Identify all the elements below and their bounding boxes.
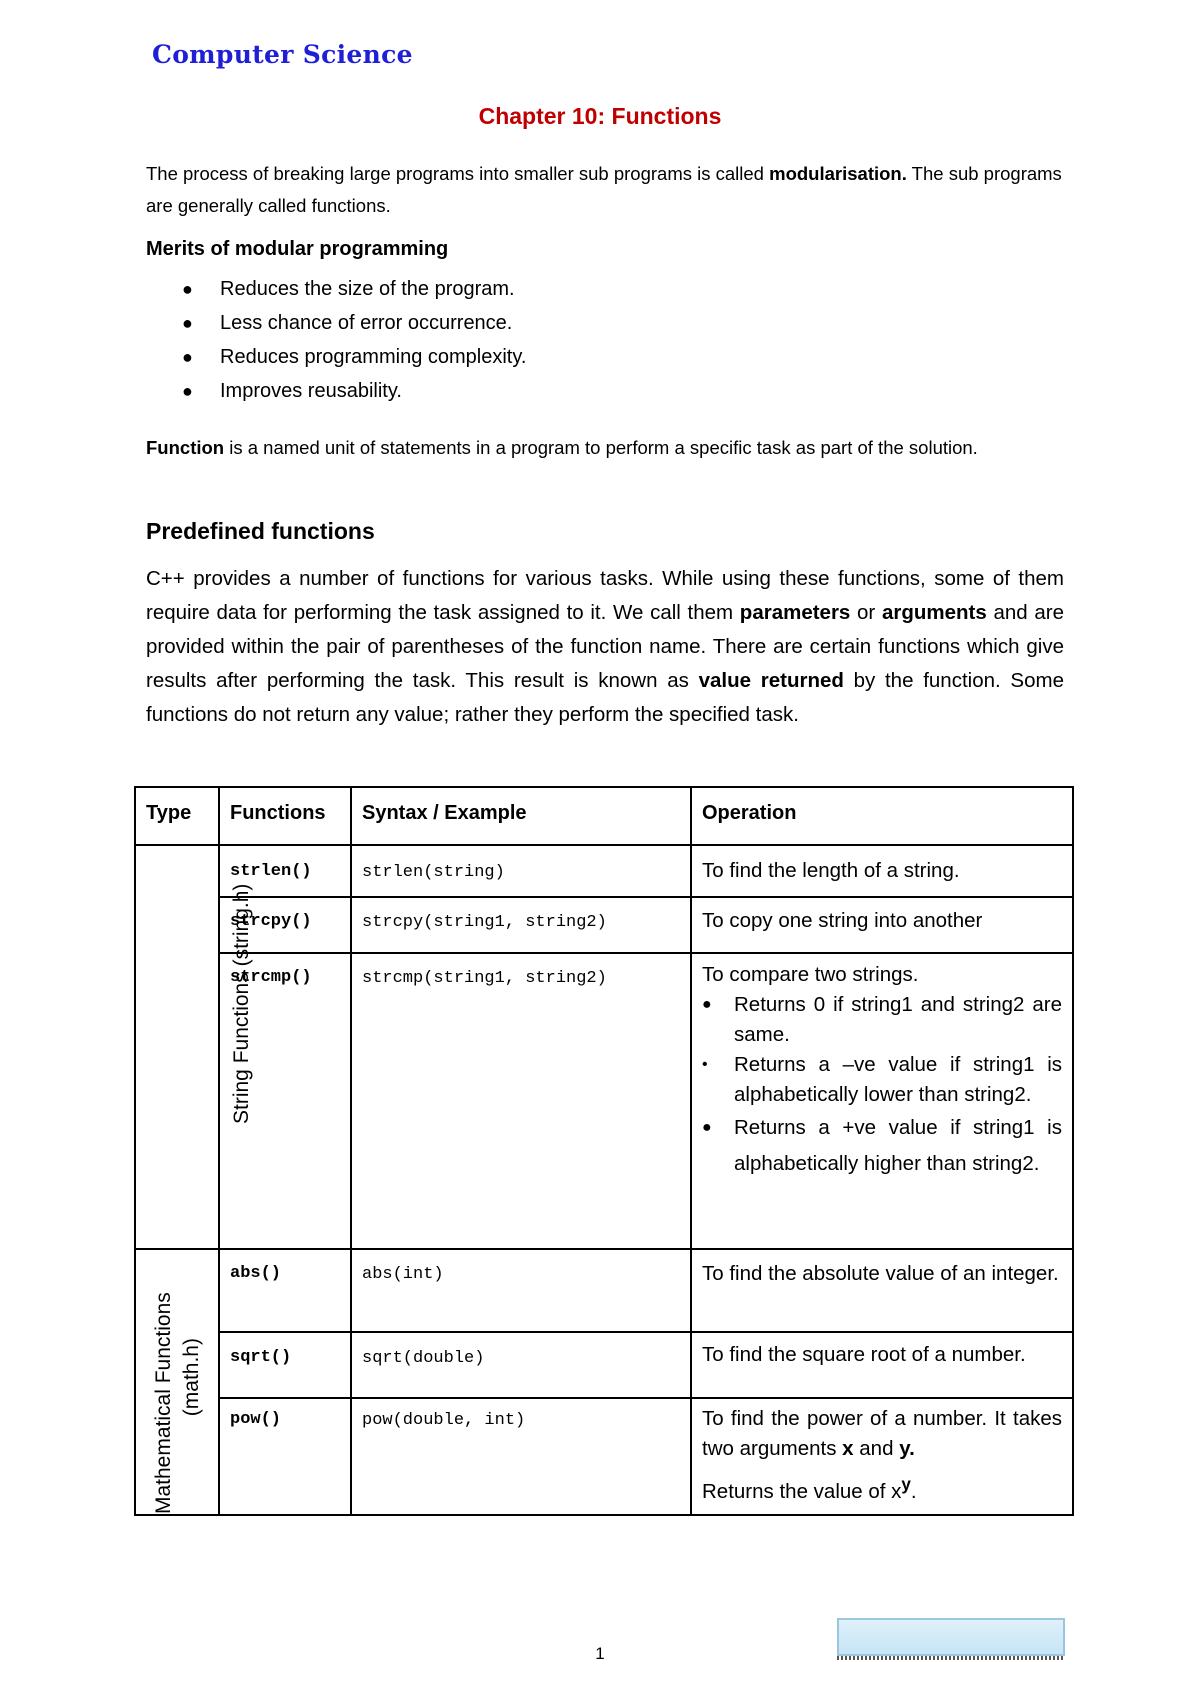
operation-arg-y: y xyxy=(899,1437,910,1460)
paragraph-text: and are provided within the pair of parentheses of the function name. There are certain functions which give results after performing the task. This result is known as xyxy=(146,601,1064,692)
list-item xyxy=(146,306,846,340)
table-row-function: strlen() xyxy=(230,862,312,881)
bullet-icon: ● xyxy=(182,347,193,367)
list-item-text: Improves reusability. xyxy=(220,380,402,402)
group-label-math xyxy=(150,1292,206,1514)
table-row-function: pow() xyxy=(230,1410,282,1429)
table-row-syntax: abs(int) xyxy=(362,1265,444,1284)
table-row-operation: To find the length of a string. xyxy=(702,859,960,882)
list-item-text: Returns 0 if string1 and string2 are same. xyxy=(734,993,1062,1046)
table-divider xyxy=(218,952,1072,954)
list-item-text: Less chance of error occurrence. xyxy=(220,312,513,334)
page-number: 1 xyxy=(595,1644,605,1663)
header-functions: Functions xyxy=(230,802,326,824)
list-item xyxy=(146,272,846,306)
operation-text: To compare two strings. xyxy=(702,963,919,986)
table-row-operation: To copy one string into another xyxy=(702,909,983,932)
operation-arg-x: x xyxy=(842,1437,854,1460)
table-row-operation: To find the square root of a number. xyxy=(702,1343,1026,1366)
table-divider xyxy=(218,1397,1072,1399)
operation-return: Returns the value of $x^y$. xyxy=(702,1475,917,1503)
table-row-syntax: strcpy(string1, string2) xyxy=(362,913,607,932)
chapter-title: Chapter 10: Functions xyxy=(478,103,722,129)
table-row-function: abs() xyxy=(230,1264,282,1283)
document-header-title: Computer Science xyxy=(152,40,413,69)
bullet-icon: ● xyxy=(702,1119,712,1136)
operation-superscript: y xyxy=(901,1475,911,1494)
predefined-heading: Predefined functions xyxy=(146,518,375,544)
list-item-text: Returns a –ve value if string1 is alphabetically lower than string2. xyxy=(734,1053,1062,1106)
list-item-text: Reduces the size of the program. xyxy=(220,278,515,300)
table-row-function: sqrt() xyxy=(230,1348,292,1367)
table-row-operation: To find the power of a number. It takes two arguments x and y. Returns the value of $x^y$. xyxy=(702,1404,1062,1507)
operation-text: Returns the value of x xyxy=(702,1479,902,1503)
table-row-operation: To find the absolute value of an integer. xyxy=(702,1262,1059,1285)
paragraph-text: by the function. Some functions do not return any value; rather they perform the specified task. xyxy=(146,669,1064,726)
table-row-syntax: pow(double, int) xyxy=(362,1411,526,1430)
list-item xyxy=(702,990,1062,1050)
table-row-operation xyxy=(702,960,1062,1182)
table-divider xyxy=(136,844,1072,846)
list-item xyxy=(146,374,846,408)
list-item xyxy=(702,1050,1062,1110)
table-divider xyxy=(218,896,1072,898)
header-syntax: Syntax / Example xyxy=(362,802,527,824)
intro-text: The process of breaking large programs into smaller sub programs is called xyxy=(146,163,770,184)
group-label-string: String Functions (string.h) xyxy=(230,883,253,1124)
operation-list xyxy=(702,990,1062,1182)
list-item-text: Returns a +ve value if string1 is alphabetically higher than string2. xyxy=(734,1116,1062,1175)
table-row-syntax: sqrt(double) xyxy=(362,1349,485,1368)
table-row-function: strcmp() xyxy=(230,968,312,987)
list-item xyxy=(146,340,846,374)
list-item xyxy=(702,1110,1062,1182)
bold-term: parameters xyxy=(739,601,851,624)
bullet-icon: • xyxy=(702,1056,708,1073)
group-label-math-line2: (math.h) xyxy=(180,1338,203,1417)
merits-list xyxy=(146,272,846,408)
paragraph-text: C++ provides a number of functions for various tasks. While using these functions, some of them require data for performing the task assigned to it. We call them xyxy=(146,567,1064,624)
intro-paragraph xyxy=(146,158,1066,222)
table-divider xyxy=(218,1331,1072,1333)
table-row-function: strcpy() xyxy=(230,912,312,931)
definition-text: is a named unit of statements in a program to perform a specific task as part of the solution. xyxy=(224,437,978,458)
table-row-syntax: strcmp(string1, string2) xyxy=(362,969,607,988)
bold-term: arguments xyxy=(881,601,987,624)
paragraph-text: or xyxy=(850,601,882,624)
bullet-icon: ● xyxy=(702,996,712,1013)
operation-text: To find the power of a number. It takes two arguments xyxy=(702,1407,1062,1460)
header-type: Type xyxy=(146,802,192,824)
intro-text-end: The sub programs are generally called functions. xyxy=(146,163,1062,216)
bullet-icon: ● xyxy=(182,313,193,333)
merits-heading: Merits of modular programming xyxy=(146,238,449,260)
intro-bold-term: modularisation. xyxy=(769,163,907,184)
bullet-icon: ● xyxy=(182,279,193,299)
operation-text: and xyxy=(859,1437,894,1460)
group-label-math-line1: Mathematical Functions xyxy=(152,1292,175,1514)
predefined-paragraph xyxy=(146,562,1064,732)
functions-table xyxy=(134,786,1074,1516)
table-row-syntax: strlen(string) xyxy=(362,863,505,882)
table-divider xyxy=(136,1248,1072,1250)
function-definition xyxy=(146,432,1086,464)
definition-term: Function xyxy=(146,437,225,458)
bullet-icon: ● xyxy=(182,381,193,401)
bold-term: value returned xyxy=(698,669,844,692)
header-operation: Operation xyxy=(702,802,797,824)
list-item-text: Reduces programming complexity. xyxy=(220,346,527,368)
